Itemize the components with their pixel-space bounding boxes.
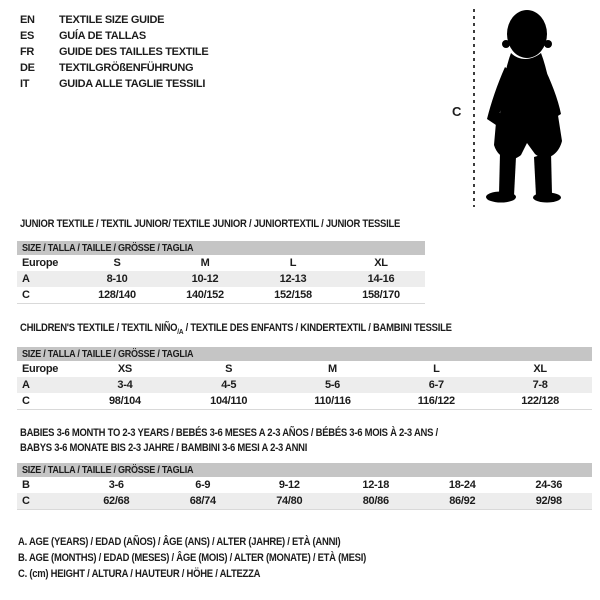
- table-row-a: [17, 377, 592, 393]
- babies-table-title-line2: BABYS 3-6 MONATE BIS 2-3 JAHRE / BAMBINI 3-6 MESI A 2-3 ANNI: [20, 442, 308, 454]
- table-cell: 128/140: [98, 289, 136, 301]
- table-cell: XS: [117, 363, 132, 376]
- measurement-legend: [18, 534, 423, 582]
- junior-table-section: [17, 217, 425, 304]
- table-cell: 62/68: [103, 495, 130, 507]
- table-cell: 4-5: [221, 379, 237, 392]
- table-cell: M: [328, 363, 337, 376]
- size-header-bar: SIZE / TALLA / TAILLE / GRÖSSE / TAGLIA: [17, 241, 425, 255]
- height-label-c: C: [452, 104, 462, 119]
- table-cell: 92/98: [535, 495, 562, 507]
- language-code: EN: [20, 14, 35, 26]
- table-cell: 122/128: [521, 395, 559, 408]
- table-cell: A: [22, 273, 30, 285]
- table-row-c: [17, 493, 592, 509]
- table-cell: 158/170: [362, 289, 400, 301]
- table-cell: 110/116: [314, 395, 351, 408]
- table-cell: C: [22, 495, 30, 507]
- table-cell: 6-9: [195, 479, 211, 491]
- children-table-section: [17, 321, 592, 410]
- table-cell: A: [22, 379, 30, 392]
- table-cell: 74/80: [276, 495, 303, 507]
- table-cell: 116/122: [417, 395, 455, 408]
- table-row-c: [17, 393, 592, 409]
- language-label: TEXTILE SIZE GUIDE: [59, 14, 165, 26]
- language-row-de: [20, 60, 208, 76]
- table-cell: 3-4: [117, 379, 133, 392]
- language-row-fr: [20, 44, 208, 60]
- language-list: [20, 12, 208, 92]
- baby-silhouette-image: [481, 7, 575, 205]
- table-row-c: [17, 287, 425, 303]
- table-row-europe: [17, 255, 425, 271]
- table-cell: 140/152: [186, 289, 224, 301]
- table-cell: M: [200, 257, 210, 269]
- table-cell: 3-6: [108, 479, 124, 491]
- language-code: ES: [20, 30, 35, 42]
- height-dotted-line: [473, 9, 475, 207]
- legend-line-c: C. (cm) HEIGHT / ALTURA / HAUTEUR / HÖHE / ALTEZZA: [18, 568, 261, 580]
- babies-table-section: [17, 426, 592, 510]
- table-row-b: [17, 477, 592, 493]
- table-cell: 98/104: [108, 395, 141, 408]
- legend-line-a: A. AGE (YEARS) / EDAD (AÑOS) / ÂGE (ANS) / ALTER (JAHRE) / ETÀ (ANNI): [18, 536, 341, 548]
- language-label: GUIDE DES TAILLES TEXTILE: [59, 46, 209, 58]
- language-row-es: [20, 28, 208, 44]
- language-label: GUIDA ALLE TAGLIE TESSILI: [59, 78, 206, 90]
- language-code: DE: [20, 62, 35, 74]
- children-size-table: [17, 347, 592, 410]
- language-code: IT: [20, 78, 30, 90]
- table-cell: XL: [374, 257, 388, 269]
- table-cell: 86/92: [449, 495, 476, 507]
- table-cell: 6-7: [428, 379, 444, 392]
- table-cell: 152/158: [274, 289, 312, 301]
- nino-a-subscript: /A: [177, 327, 184, 337]
- table-cell: L: [433, 363, 440, 376]
- table-cell: XL: [533, 363, 547, 376]
- junior-table-title: JUNIOR TEXTILE / TEXTIL JUNIOR/ TEXTILE JUNIOR / JUNIORTEXTIL / JUNIOR TESSILE: [20, 218, 401, 230]
- language-code: FR: [20, 46, 35, 58]
- table-cell: L: [289, 257, 297, 269]
- children-table-title: CHILDREN'S TEXTILE / TEXTIL $NIÑO_{/A}$ / TEXTILE DES ENFANTS / KINDERTEXTIL / BAMBINI TESSILE: [20, 322, 452, 337]
- table-cell: 104/110: [210, 395, 248, 408]
- table-cell: 9-12: [278, 479, 300, 491]
- table-cell: 80/86: [362, 495, 389, 507]
- table-cell: 14-16: [367, 273, 395, 285]
- language-label: TEXTILGRÖßENFÜHRUNG: [59, 62, 194, 74]
- size-header-bar: SIZE / TALLA / TAILLE / GRÖSSE / TAGLIA: [17, 463, 592, 477]
- table-cell: Europe: [22, 257, 59, 269]
- table-cell: 12-13: [279, 273, 307, 285]
- table-cell: 18-24: [448, 479, 476, 491]
- table-cell: 12-18: [362, 479, 390, 491]
- table-cell: C: [22, 289, 30, 301]
- table-row-europe: [17, 361, 592, 377]
- legend-line-b: B. AGE (MONTHS) / EDAD (MESES) / ÂGE (MOIS) / ALTER (MONATE) / ETÀ (MESI): [18, 552, 367, 564]
- junior-size-table: [17, 241, 425, 304]
- table-cell: 10-12: [191, 273, 219, 285]
- table-cell: 24-36: [535, 479, 563, 491]
- table-cell: B: [22, 479, 30, 491]
- table-cell: Europe: [22, 363, 59, 376]
- table-cell: 5-6: [324, 379, 340, 392]
- size-header-bar: SIZE / TALLA / TAILLE / GRÖSSE / TAGLIA: [17, 347, 592, 361]
- table-cell: S: [225, 363, 233, 376]
- table-row-a: [17, 271, 425, 287]
- table-cell: S: [113, 257, 121, 269]
- babies-table-title-line1: BABIES 3-6 MONTH TO 2-3 YEARS / BEBÉS 3-6 MESES A 2-3 AÑOS / BÉBÉS 3-6 MOIS À 2-3 ANS /: [20, 427, 438, 439]
- language-row-it: [20, 76, 208, 92]
- table-cell: 8-10: [106, 273, 128, 285]
- language-row-en: [20, 12, 208, 28]
- table-cell: C: [22, 395, 30, 408]
- table-cell: 7-8: [532, 379, 548, 392]
- language-label: GUÍA DE TALLAS: [59, 30, 146, 42]
- babies-size-table: [17, 463, 592, 510]
- table-cell: 68/74: [189, 495, 216, 507]
